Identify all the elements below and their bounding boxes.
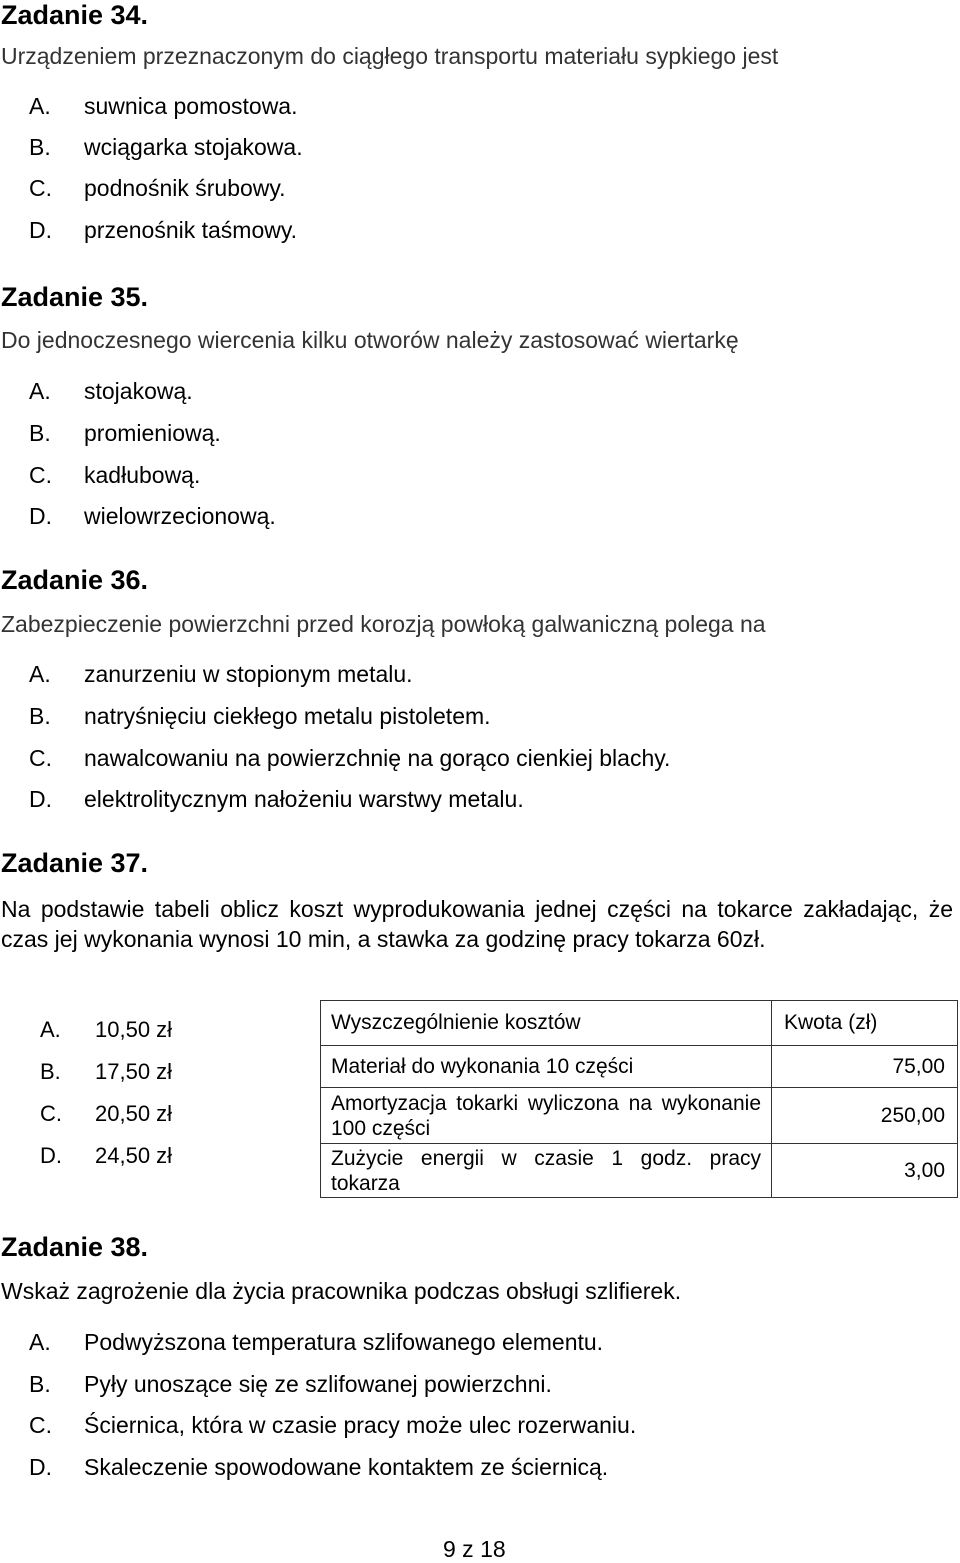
table-cell-item: Zużycie energii w czasie 1 godz. pracy tokarza: [321, 1144, 772, 1198]
task-34-option-d: przenośnik taśmowy.: [84, 217, 298, 243]
task-38-option-c: Ściernica, która w czasie pracy może ulec rozerwaniu.: [84, 1412, 637, 1438]
table-header-cell: Kwota (zł): [772, 1001, 958, 1046]
task-38-question: Wskaż zagrożenie dla życia pracownika podczas obsługi szlifierek.: [1, 1278, 682, 1304]
task-35-question: Do jednoczesnego wiercenia kilku otworów należy zastosować wiertarkę: [1, 327, 739, 353]
task-35-option-a: stojakową.: [84, 378, 193, 404]
task-36-option-b-letter: B.: [29, 703, 51, 729]
task-37-heading: Zadanie 37.: [1, 848, 149, 878]
task-37-option-b-letter: B.: [40, 1059, 61, 1084]
table-row: [321, 1144, 958, 1198]
task-38-heading: Zadanie 38.: [1, 1232, 149, 1262]
task-38-option-b: Pyły unoszące się ze szlifowanej powierzchni.: [84, 1371, 552, 1397]
task-34-option-c-letter: C.: [29, 175, 52, 201]
task-34-option-b-letter: B.: [29, 134, 51, 160]
task-35-option-b: promieniową.: [84, 420, 221, 446]
task-35-option-d-letter: D.: [29, 503, 52, 529]
task-37-option-d: 24,50 zł: [95, 1143, 173, 1168]
table-header-cell: Wyszczególnienie kosztów: [321, 1001, 772, 1046]
task-36-option-d-letter: D.: [29, 786, 52, 812]
table-cell-item: Amortyzacja tokarki wyliczona na wykonanie 100 części: [321, 1088, 772, 1144]
task-38-option-a: Podwyższona temperatura szlifowanego elementu.: [84, 1329, 604, 1355]
table-cell-amount: 75,00: [772, 1046, 958, 1088]
task-36-option-d: elektrolitycznym nałożeniu warstwy metalu.: [84, 786, 524, 812]
table-row: [321, 1088, 958, 1144]
table-cell-amount: 3,00: [772, 1144, 958, 1198]
task-35-option-c: kadłubową.: [84, 462, 201, 488]
table-cell-item: Materiał do wykonania 10 części: [321, 1046, 772, 1088]
task-35-option-c-letter: C.: [29, 462, 52, 488]
task-36-question: Zabezpieczenie powierzchni przed korozją powłoką galwaniczną polega na: [1, 611, 766, 637]
task-35-option-b-letter: B.: [29, 420, 51, 446]
task-38-option-a-letter: A.: [29, 1329, 51, 1355]
task-38-option-d: Skaleczenie spowodowane kontaktem ze ściernicą.: [84, 1454, 609, 1480]
task-34-option-a: suwnica pomostowa.: [84, 93, 298, 119]
task-36-option-a: zanurzeniu w stopionym metalu.: [84, 661, 413, 687]
task-37-question: Na podstawie tabeli oblicz koszt wyprodukowania jednej części na tokarce zakładając, że czas jej wykonania wynosi 10 min, a stawka za godzinę pracy tokarza 60zł.: [1, 896, 953, 952]
task-34-option-c: podnośnik śrubowy.: [84, 175, 286, 201]
task-34-option-d-letter: D.: [29, 217, 52, 243]
task-37-option-d-letter: D.: [40, 1143, 62, 1168]
task-37-option-c-letter: C.: [40, 1101, 62, 1126]
task-35-option-a-letter: A.: [29, 378, 51, 404]
task-36-option-a-letter: A.: [29, 661, 51, 687]
table-cell-amount: 250,00: [772, 1088, 958, 1144]
task-37-option-a: 10,50 zł: [95, 1017, 173, 1042]
task-37-option-a-letter: A.: [40, 1017, 61, 1042]
task-36-heading: Zadanie 36.: [1, 565, 149, 595]
table-header-row: [321, 1001, 958, 1046]
cost-table: [320, 1000, 958, 1198]
task-34-heading: Zadanie 34.: [1, 0, 149, 30]
task-37-option-c: 20,50 zł: [95, 1101, 173, 1126]
task-36-option-c: nawalcowaniu na powierzchnię na gorąco cienkiej blachy.: [84, 745, 671, 771]
task-34-question: Urządzeniem przeznaczonym do ciągłego transportu materiału sypkiego jest: [1, 43, 779, 69]
task-34-option-b: wciągarka stojakowa.: [84, 134, 303, 160]
table-row: [321, 1046, 958, 1088]
task-35-option-d: wielowrzecionową.: [84, 503, 276, 529]
task-34-option-a-letter: A.: [29, 93, 51, 119]
task-38-option-b-letter: B.: [29, 1371, 51, 1397]
task-35-heading: Zadanie 35.: [1, 282, 149, 312]
task-38-option-c-letter: C.: [29, 1412, 52, 1438]
task-36-option-c-letter: C.: [29, 745, 52, 771]
task-37-option-b: 17,50 zł: [95, 1059, 173, 1084]
page-number: 9 z 18: [443, 1536, 506, 1562]
task-38-option-d-letter: D.: [29, 1454, 52, 1480]
task-36-option-b: natryśnięciu ciekłego metalu pistoletem.: [84, 703, 491, 729]
